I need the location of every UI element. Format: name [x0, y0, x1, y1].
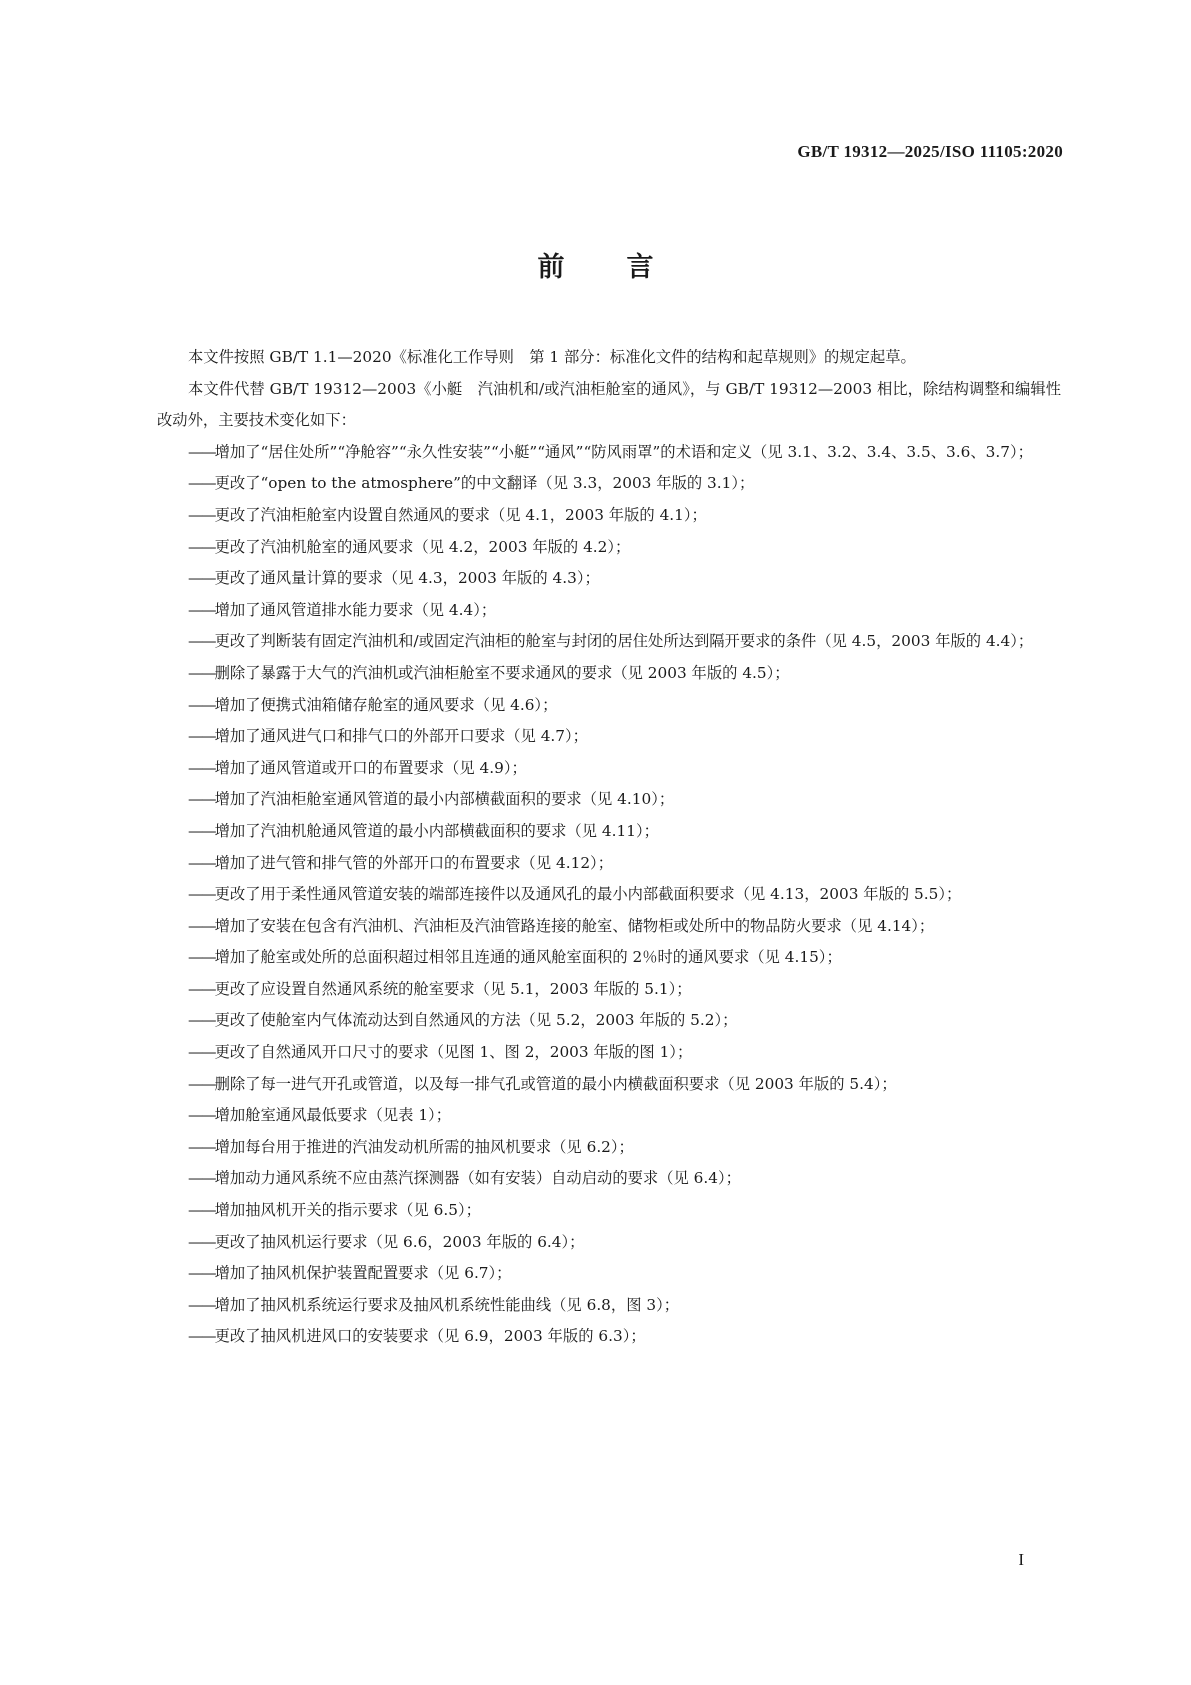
- list-item-text: 更改了汽油机舱室的通风要求（见 4.2，2003 年版的 4.2）；: [214, 537, 631, 556]
- list-item: [157, 1132, 1061, 1164]
- list-item-text: 增加了“居住处所”“净舱容”“永久性安装”“小艇”“通风”“防风雨罩”的术语和定义（见 3.1、3.2、3.4、3.5、3.6、3.7）；: [214, 442, 1033, 461]
- preface-body: [157, 342, 1061, 1353]
- list-item: [157, 595, 1061, 627]
- list-dash: ——: [188, 1106, 215, 1125]
- list-item-text: 增加舱室通风最低要求（见表 1）；: [214, 1106, 451, 1125]
- list-item-text: 删除了暴露于大气的汽油机或汽油柜舱室不要求通风的要求（见 2003 年版的 4.5）；: [214, 663, 790, 682]
- list-item-text: 更改了抽风机进风口的安装要求（见 6.9，2003 年版的 6.3）；: [214, 1327, 646, 1346]
- list-dash: ——: [188, 1169, 215, 1188]
- list-dash: ——: [188, 979, 215, 998]
- list-item: [157, 942, 1061, 974]
- list-item: [157, 816, 1061, 848]
- list-item-text: 更改了自然通风开口尺寸的要求（见图 1、图 2，2003 年版的图 1）；: [214, 1043, 693, 1062]
- list-item-text: 更改了用于柔性通风管道安装的端部连接件以及通风孔的最小内部截面积要求（见 4.13，2003 年版的 5.5）；: [214, 885, 962, 904]
- list-dash: ——: [188, 821, 215, 840]
- list-item-text: 更改了抽风机运行要求（见 6.6，2003 年版的 6.4）；: [214, 1232, 585, 1251]
- list-item-text: 增加了安装在包含有汽油机、汽油柜及汽油管路连接的舱室、储物柜或处所中的物品防火要求（见 4.14）；: [214, 916, 935, 935]
- list-dash: ——: [188, 1327, 215, 1346]
- list-item: [157, 500, 1061, 532]
- list-item: [157, 1069, 1061, 1101]
- list-dash: ——: [188, 695, 215, 714]
- list-item-text: 增加了抽风机保护装置配置要求（见 6.7）；: [214, 1264, 512, 1283]
- list-item: [157, 437, 1061, 469]
- list-item-text: 增加抽风机开关的指示要求（见 6.5）；: [214, 1201, 481, 1220]
- list-dash: ——: [188, 948, 215, 967]
- list-dash: ——: [188, 632, 215, 651]
- list-dash: ——: [188, 758, 215, 777]
- list-item: [157, 1100, 1061, 1132]
- list-item: [157, 532, 1061, 564]
- list-item: [157, 1321, 1061, 1353]
- list-dash: ——: [188, 442, 215, 461]
- list-dash: ——: [188, 916, 215, 935]
- list-item-text: 增加了进气管和排气管的外部开口的布置要求（见 4.12）；: [214, 853, 613, 872]
- list-item: [157, 468, 1061, 500]
- list-item: [157, 974, 1061, 1006]
- list-item: [157, 1037, 1061, 1069]
- list-item-text: 增加了舱室或处所的总面积超过相邻且连通的通风舱室面积的 2％时的通风要求（见 4.15）；: [214, 948, 842, 967]
- list-dash: ——: [188, 474, 215, 493]
- list-dash: ——: [188, 1264, 215, 1283]
- paragraph-replacement: 本文件代替 GB/T 19312—2003《小艇 汽油机和/或汽油柜舱室的通风》，与 GB/T 19312—2003 相比，除结构调整和编辑性改动外，主要技术变化如下：: [157, 379, 1061, 430]
- list-dash: ——: [188, 1074, 215, 1093]
- list-item: [157, 1258, 1061, 1290]
- list-item: [157, 1227, 1061, 1259]
- list-dash: ——: [188, 1201, 215, 1220]
- list-item-text: 增加了便携式油箱储存舱室的通风要求（见 4.6）；: [214, 695, 558, 714]
- list-item: [157, 753, 1061, 785]
- list-dash: ——: [188, 600, 215, 619]
- list-dash: ——: [188, 790, 215, 809]
- page-title: 前言: [537, 252, 716, 283]
- paragraph-drafting-rules: 本文件按照 GB/T 1.1—2020《标准化工作导则 第 1 部分：标准化文件的结构和起草规则》的规定起草。: [188, 348, 916, 366]
- list-dash: ——: [188, 1295, 215, 1314]
- list-item: [157, 1005, 1061, 1037]
- list-item-text: 增加每台用于推进的汽油发动机所需的抽风机要求（见 6.2）；: [214, 1137, 634, 1156]
- list-item: [157, 563, 1061, 595]
- list-item-text: 增加了通风管道或开口的布置要求（见 4.9）；: [214, 758, 527, 777]
- list-item-text: 增加了汽油机舱通风管道的最小内部横截面积的要求（见 4.11）；: [214, 821, 659, 840]
- list-item: [157, 690, 1061, 722]
- list-item-text: 更改了应设置自然通风系统的舱室要求（见 5.1，2003 年版的 5.1）；: [214, 979, 692, 998]
- document-code: GB/T 19312—2025/ISO 11105:2020: [797, 142, 1063, 161]
- list-dash: ——: [188, 1011, 215, 1030]
- list-item: [157, 1195, 1061, 1227]
- list-dash: ——: [188, 569, 215, 588]
- list-dash: ——: [188, 1232, 215, 1251]
- list-item-text: 删除了每一进气开孔或管道，以及每一排气孔或管道的最小内横截面积要求（见 2003 年版的 5.4）；: [214, 1074, 897, 1093]
- technical-changes-list: [157, 437, 1061, 1353]
- list-item-text: 更改了通风量计算的要求（见 4.3，2003 年版的 4.3）；: [214, 569, 600, 588]
- list-dash: ——: [188, 727, 215, 746]
- list-item: [157, 658, 1061, 690]
- page-number: I: [1018, 1550, 1024, 1569]
- list-item: [157, 626, 1061, 658]
- list-dash: ——: [188, 537, 215, 556]
- list-item: [157, 911, 1061, 943]
- list-dash: ——: [188, 505, 215, 524]
- list-dash: ——: [188, 853, 215, 872]
- list-item: [157, 879, 1061, 911]
- list-dash: ——: [188, 1137, 215, 1156]
- list-item: [157, 1163, 1061, 1195]
- list-item: [157, 721, 1061, 753]
- list-dash: ——: [188, 663, 215, 682]
- list-item-text: 增加了汽油柜舱室通风管道的最小内部横截面积的要求（见 4.10）；: [214, 790, 675, 809]
- list-item: [157, 1290, 1061, 1322]
- list-item-text: 更改了判断装有固定汽油机和/或固定汽油柜的舱室与封闭的居住处所达到隔开要求的条件（见 4.5，2003 年版的 4.4）；: [214, 632, 1034, 651]
- list-item: [157, 848, 1061, 880]
- list-item-text: 增加了抽风机系统运行要求及抽风机系统性能曲线（见 6.8，图 3）；: [214, 1295, 680, 1314]
- list-item-text: 增加了通风进气口和排气口的外部开口要求（见 4.7）；: [214, 727, 588, 746]
- list-dash: ——: [188, 1043, 215, 1062]
- list-item-text: 更改了汽油柜舱室内设置自然通风的要求（见 4.1，2003 年版的 4.1）；: [214, 505, 707, 524]
- list-item-text: 增加了通风管道排水能力要求（见 4.4）；: [214, 600, 497, 619]
- list-dash: ——: [188, 885, 215, 904]
- list-item-text: 更改了使舱室内气体流动达到自然通风的方法（见 5.2，2003 年版的 5.2）；: [214, 1011, 738, 1030]
- list-item-text: 更改了“open to the atmosphere”的中文翻译（见 3.3，2003 年版的 3.1）；: [214, 474, 755, 493]
- list-item: [157, 784, 1061, 816]
- list-item-text: 增加动力通风系统不应由蒸汽探测器（如有安装）自动启动的要求（见 6.4）；: [214, 1169, 741, 1188]
